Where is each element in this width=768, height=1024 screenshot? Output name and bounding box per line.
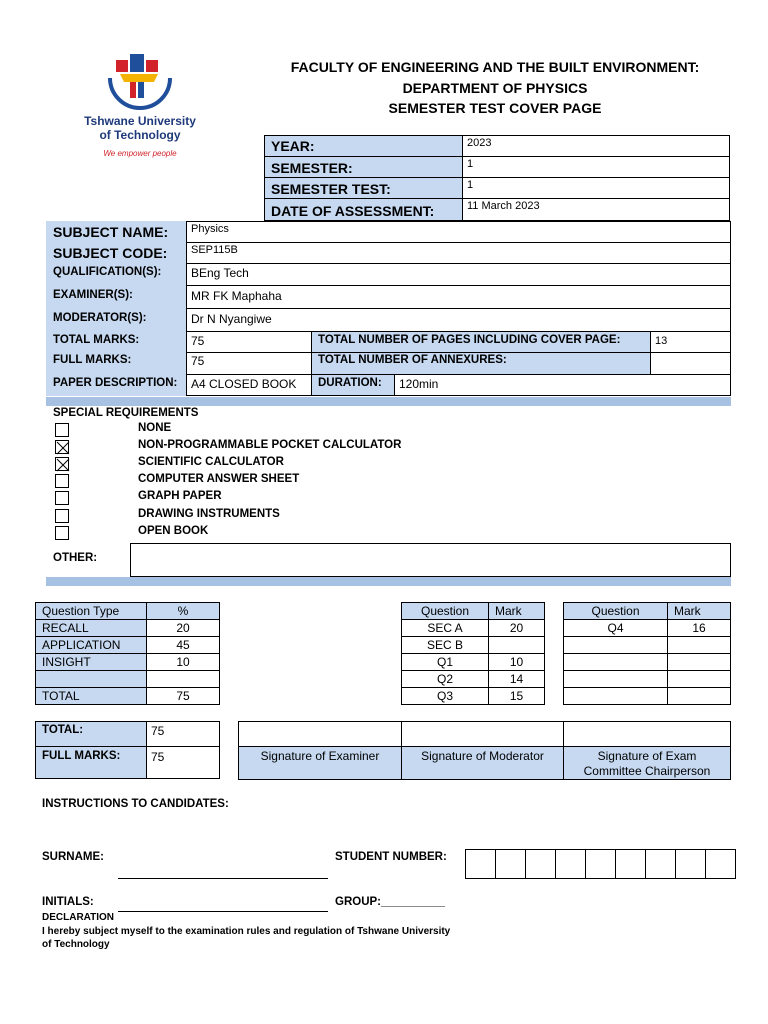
- marks1-mark-cell: 10: [488, 653, 545, 671]
- marks2-question-header: Question: [563, 602, 668, 620]
- logo-name-line1: Tshwane University: [84, 114, 196, 128]
- chair-signature-line2: Committee Chairperson: [583, 764, 711, 778]
- student-number-digit-box[interactable]: [585, 849, 616, 879]
- qualification-value: BEng Tech: [186, 263, 731, 286]
- special-requirements-title: SPECIAL REQUIREMENTS: [53, 407, 199, 419]
- surname-label: SURNAME:: [42, 851, 104, 863]
- total-marks-label: TOTAL MARKS:: [53, 334, 140, 346]
- moderator-signature-box[interactable]: [401, 721, 564, 747]
- marks1-question-cell: Q3: [401, 687, 489, 705]
- student-number-digit-box[interactable]: [495, 849, 526, 879]
- percent-cell: [146, 670, 220, 688]
- requirement-label: NONE: [138, 422, 172, 434]
- total-marks-value: 75: [186, 331, 312, 353]
- logo-emblem-icon: [80, 48, 200, 110]
- annexures-label: TOTAL NUMBER OF ANNEXURES:: [311, 352, 651, 375]
- duration-value: 120min: [394, 374, 731, 396]
- qtype-cell: INSIGHT: [35, 653, 147, 671]
- cover-page-title: SEMESTER TEST COVER PAGE: [388, 100, 602, 116]
- annexures-value: [650, 352, 731, 375]
- marks1-question-cell: SEC A: [401, 619, 489, 637]
- requirement-checkbox[interactable]: [55, 491, 69, 505]
- semester-value: 1: [462, 156, 730, 178]
- department-title: DEPARTMENT OF PHYSICS: [402, 80, 588, 96]
- surname-input-line[interactable]: [118, 878, 328, 879]
- marks1-question-cell: Q1: [401, 653, 489, 671]
- qualification-label: QUALIFICATION(S):: [53, 266, 162, 278]
- requirement-label: SCIENTIFIC CALCULATOR: [138, 456, 284, 468]
- examiner-value: MR FK Maphaha: [186, 285, 731, 309]
- subject-name-value: Physics: [186, 221, 731, 243]
- marks2-mark-cell: [667, 636, 731, 654]
- semester-test-label: SEMESTER TEST:: [264, 177, 463, 199]
- marks1-mark-cell: [488, 636, 545, 654]
- marks1-mark-header: Mark: [488, 602, 545, 620]
- student-number-digit-box[interactable]: [525, 849, 556, 879]
- marks2-mark-cell: 16: [667, 619, 731, 637]
- student-number-digit-box[interactable]: [555, 849, 586, 879]
- qtype-cell: [35, 670, 147, 688]
- qtype-header: Question Type: [35, 602, 147, 620]
- requirement-label: OPEN BOOK: [138, 525, 209, 537]
- moderator-signature-label: Signature of Moderator: [401, 746, 564, 780]
- marks2-question-cell: Q4: [563, 619, 668, 637]
- marks1-mark-cell: 14: [488, 670, 545, 688]
- marks2-question-cell: [563, 670, 668, 688]
- examiner-label: EXAMINER(S):: [53, 289, 133, 301]
- examiner-signature-box[interactable]: [238, 721, 402, 747]
- paper-description-value: A4 CLOSED BOOK: [186, 374, 312, 396]
- year-label: YEAR:: [264, 135, 463, 157]
- date-value: 11 March 2023: [462, 198, 730, 221]
- pages-value: 13: [650, 331, 731, 353]
- student-number-label: STUDENT NUMBER:: [335, 851, 447, 863]
- year-value: 2023: [462, 135, 730, 157]
- marks2-mark-header: Mark: [667, 602, 731, 620]
- subject-code-value: SEP115B: [186, 242, 731, 264]
- qtype-total-value: 75: [146, 687, 220, 705]
- pages-label: TOTAL NUMBER OF PAGES INCLUDING COVER PAGE:: [311, 331, 651, 353]
- marks2-mark-cell: [667, 670, 731, 688]
- marks1-mark-cell: 20: [488, 619, 545, 637]
- marks1-mark-cell: 15: [488, 687, 545, 705]
- total-label: TOTAL:: [35, 721, 147, 747]
- qtype-cell: RECALL: [35, 619, 147, 637]
- percent-header: %: [146, 602, 220, 620]
- student-number-digit-box[interactable]: [615, 849, 646, 879]
- requirement-checkbox[interactable]: [55, 526, 69, 540]
- date-label: DATE OF ASSESSMENT:: [264, 198, 463, 221]
- requirement-checkbox[interactable]: [55, 509, 69, 523]
- student-number-digit-box[interactable]: [705, 849, 736, 879]
- full-marks-total-label: FULL MARKS:: [35, 746, 147, 779]
- declaration-line2: of Technology: [42, 939, 110, 950]
- group-label: GROUP:__________: [335, 896, 445, 908]
- qtype-cell: APPLICATION: [35, 636, 147, 654]
- paper-description-label: PAPER DESCRIPTION:: [53, 377, 178, 389]
- initials-label: INITIALS:: [42, 896, 94, 908]
- duration-label: DURATION:: [311, 374, 395, 396]
- university-logo: [80, 48, 200, 163]
- chair-signature-line1: Signature of Exam: [597, 749, 697, 763]
- marks2-question-cell: [563, 687, 668, 705]
- faculty-title: FACULTY OF ENGINEERING AND THE BUILT ENVIRONMENT:: [290, 59, 700, 75]
- moderator-value: Dr N Nyangiwe: [186, 308, 731, 332]
- instructions-title: INSTRUCTIONS TO CANDIDATES:: [42, 798, 229, 810]
- full-marks-label: FULL MARKS:: [53, 354, 132, 366]
- logo-name-line2: of Technology: [99, 128, 181, 142]
- semester-label: SEMESTER:: [264, 156, 463, 178]
- subject-name-label: SUBJECT NAME:: [53, 224, 169, 240]
- requirement-checkbox[interactable]: [55, 474, 69, 488]
- checkmark-x-icon: [56, 458, 70, 472]
- requirement-label: COMPUTER ANSWER SHEET: [138, 473, 300, 485]
- percent-cell: 45: [146, 636, 220, 654]
- semester-test-value: 1: [462, 177, 730, 199]
- student-number-digit-box[interactable]: [675, 849, 706, 879]
- marks1-question-cell: Q2: [401, 670, 489, 688]
- divider-bar: [46, 397, 731, 406]
- chair-signature-box[interactable]: [563, 721, 731, 747]
- requirement-checkbox[interactable]: [55, 440, 69, 454]
- student-number-digit-box[interactable]: [645, 849, 676, 879]
- full-marks-total-value: 75: [146, 746, 220, 779]
- declaration-title: DECLARATION: [42, 912, 115, 923]
- examiner-signature-label: Signature of Examiner: [238, 746, 402, 780]
- marks2-mark-cell: [667, 687, 731, 705]
- marks2-question-cell: [563, 636, 668, 654]
- other-label: OTHER:: [53, 552, 98, 564]
- logo-tagline: We empower people: [103, 149, 177, 158]
- requirement-label: NON-PROGRAMMABLE POCKET CALCULATOR: [138, 439, 402, 451]
- requirement-label: GRAPH PAPER: [138, 490, 222, 502]
- divider-bar-2: [46, 577, 731, 586]
- marks1-question-cell: SEC B: [401, 636, 489, 654]
- requirement-label: DRAWING INSTRUMENTS: [138, 508, 280, 520]
- declaration-line1: I hereby subject myself to the examination rules and regulation of Tshwane University: [42, 926, 451, 937]
- requirement-checkbox[interactable]: [55, 423, 69, 437]
- percent-cell: 20: [146, 619, 220, 637]
- qtype-total-label: TOTAL: [35, 687, 147, 705]
- requirement-checkbox[interactable]: [55, 457, 69, 471]
- other-field[interactable]: [130, 543, 731, 577]
- subject-code-label: SUBJECT CODE:: [53, 245, 168, 261]
- moderator-label: MODERATOR(S):: [53, 312, 147, 324]
- student-number-digit-box[interactable]: [465, 849, 496, 879]
- marks2-question-cell: [563, 653, 668, 671]
- checkmark-x-icon: [56, 441, 70, 455]
- total-value: 75: [146, 721, 220, 747]
- initials-input-line[interactable]: [118, 911, 328, 912]
- marks1-question-header: Question: [401, 602, 489, 620]
- full-marks-value: 75: [186, 352, 312, 375]
- marks2-mark-cell: [667, 653, 731, 671]
- percent-cell: 10: [146, 653, 220, 671]
- chair-signature-label: [563, 746, 731, 780]
